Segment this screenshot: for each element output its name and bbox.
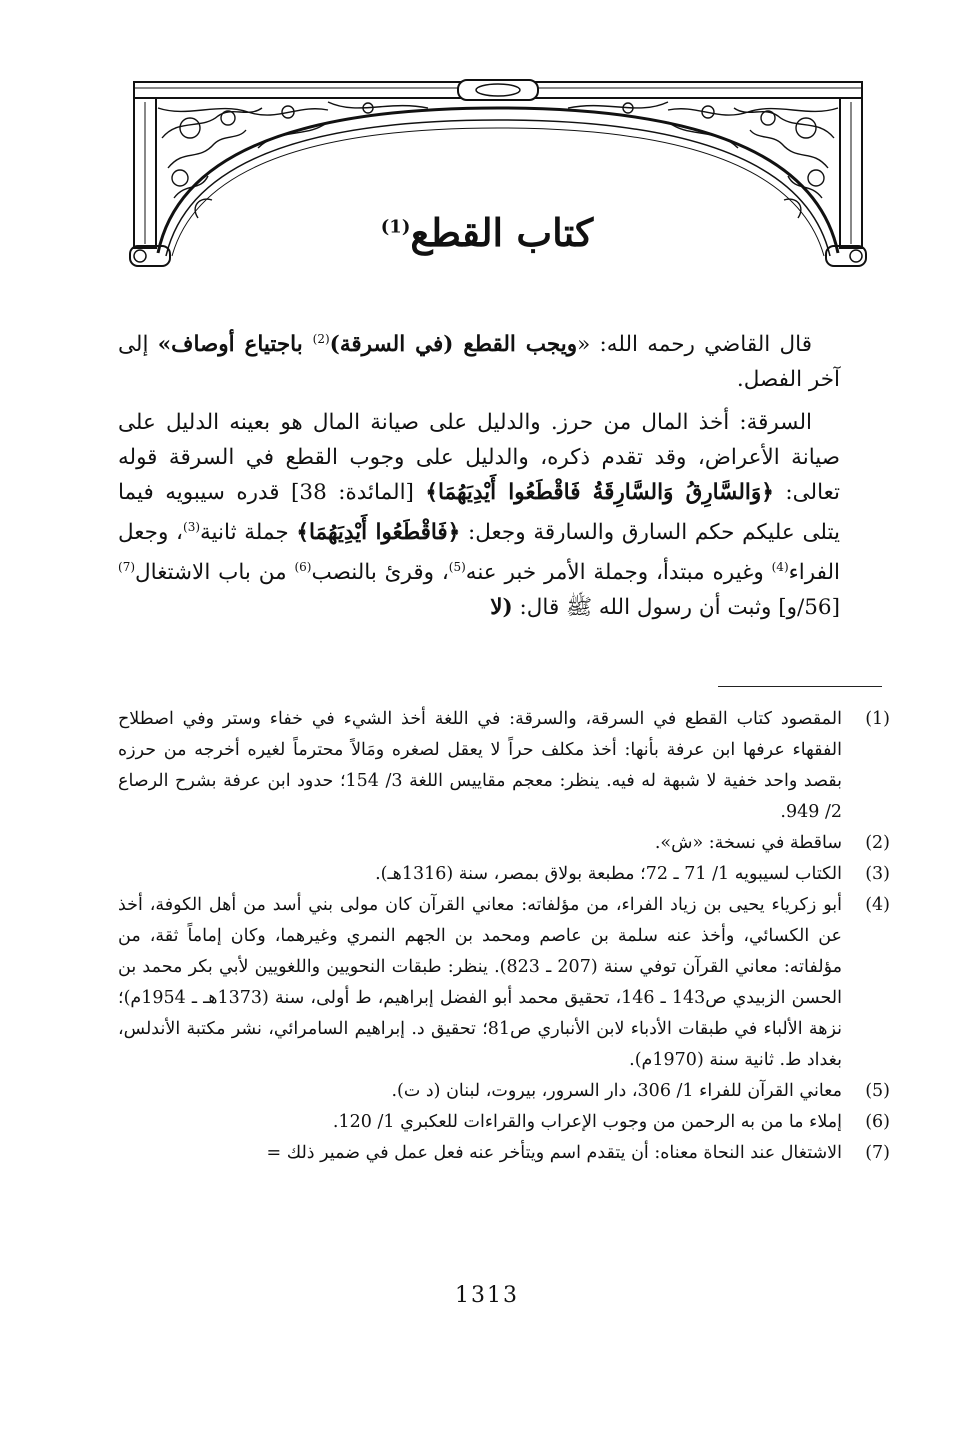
footnote-1: [118, 704, 890, 828]
footnote-6: [118, 1107, 890, 1138]
text-run: [المائدة: 38] قدره سيبويه فيما يتلى عليكم حكم السارق والسارقة وجعل:: [118, 480, 840, 546]
text-run: ، وقرئ بالنصب: [311, 560, 449, 586]
footnote-text: الكتاب لسيبويه 1/ 71 ـ 72؛ مطبعة بولاق بمصر، سنة (1316هـ).: [375, 864, 842, 884]
quran-verse: ﴿وَالسَّارِقُ وَالسَّارِقَةُ فَاقْطَعُوا أَيْدِيَهُمَا﴾: [425, 480, 774, 506]
footnotes: [118, 704, 890, 1169]
text-run: السرقة: أخذ المال من حرز. والدليل على صيانة المال هو بعينه الدليل على صيانة الأعراض، وقد تقدم ذكره، والدليل على وجوب القطع في السرقة قوله تعالى:: [118, 410, 840, 506]
footnote-ref: (7): [118, 560, 136, 575]
text-run: جملة ثانية: [200, 520, 297, 546]
text-run: [56/و] وثبت أن رسول الله ﷺ قال:: [512, 595, 840, 621]
footnote-ref: (2): [312, 332, 330, 346]
text-run: إلى آخر الفصل.: [118, 332, 840, 393]
footnote-text: معاني القرآن للفراء 1/ 306، دار السرور، بيروت، لبنان (د ت).: [391, 1081, 842, 1101]
footnote-5: [118, 1076, 890, 1107]
text-run: ، وجعل الفراء: [118, 520, 840, 586]
footnote-number: (7): [865, 1143, 890, 1163]
footnote-7: [118, 1138, 890, 1169]
quoted-text: باجتياع أوصاف»: [157, 332, 313, 358]
page-number: 1313: [455, 1283, 519, 1308]
text-run: وغيره مبتدأ، وجملة الأمر خبر عنه: [465, 560, 772, 586]
footnote-number: (3): [865, 864, 890, 884]
footnote-ref: (4): [771, 560, 789, 575]
footnote-ref: (3): [183, 520, 201, 535]
footnote-text: الاشتغال عند النحاة معناه: أن يتقدم اسم ويتأخر عنه فعل عمل في ضمير ذلك =: [266, 1143, 842, 1163]
footnote-3: [118, 859, 890, 890]
footnote-text: ساقطة في نسخة: «ش».: [654, 833, 842, 853]
footnote-text: المقصود كتاب القطع في السرقة، والسرقة: في اللغة أخذ الشيء في خفاء وستر وفي اصطلاح الفقهاء عرفها ابن عرفة بأنها: أخذ مكلف حراً لا يعقل لصغره ومَالاً محترماً لغيره أخرجه من حرزه بقصد واحد خفية لا شبهة له فيه. ينظر: معجم مقاييس اللغة 3/ 154؛ حدود ابن عرفة بشرح الرصاع 2/ 949.: [118, 709, 842, 822]
chapter-footnote-ref: (1): [380, 216, 411, 238]
footnote-4: [118, 890, 890, 1076]
paragraph-1: [118, 322, 840, 397]
footnote-number: (6): [865, 1112, 890, 1132]
footnote-number: (1): [865, 709, 890, 729]
quoted-text: ويجب القطع (في السرقة): [329, 332, 578, 358]
text-run: قال القاضي رحمه الله: «: [577, 332, 812, 358]
hadith-start: (لا: [490, 595, 513, 621]
footnote-ref: (5): [448, 560, 466, 575]
chapter-title-text: كتاب القطع: [410, 210, 594, 255]
footnote-ref: (6): [294, 560, 312, 575]
footnote-separator: [718, 686, 882, 687]
text-run: من باب الاشتغال: [135, 560, 295, 586]
footnote-text: أبو زكرياء يحيى بن زياد الفراء، من مؤلفاته: معاني القرآن كان مولى بني أسد من أهل الكوفة، أخذ عن الكسائي، وأخذ عنه سلمة بن عاصم ومحمد بن الجهم النمري وغيرهما، وكان إماماً ثقة، من مؤلفاته: معاني القرآن توفي سنة (207 ـ 823). ينظر: طبقات النحويين واللغويين لأبي بكر محمد بن الحسن الزبيدي ص143 ـ 146، تحقيق محمد أبو الفضل إبراهيم، ط أولى، سنة (1373هـ ـ 1954م)؛ نزهة الألباء في طبقات الأدباء لابن الأنباري ص81؛ تحقيق د. إبراهيم السامرائي، نشر مكتبة الأندلس، بغداد ط. ثانية سنة (1970م).: [118, 895, 842, 1070]
quran-verse: ﴿فَاقْطَعُوا أَيْدِيَهُمَا﴾: [296, 520, 461, 546]
footnote-number: (4): [865, 895, 890, 915]
footnote-number: (5): [865, 1081, 890, 1101]
footnote-2: [118, 828, 890, 859]
main-text: [118, 322, 840, 633]
paragraph-2: [118, 405, 840, 625]
footnote-text: إملاء ما من به الرحمن من وجوب الإعراب والقراءات للعكبري 1/ 120.: [332, 1112, 842, 1132]
chapter-title: [0, 210, 974, 255]
footnote-number: (2): [865, 833, 890, 853]
